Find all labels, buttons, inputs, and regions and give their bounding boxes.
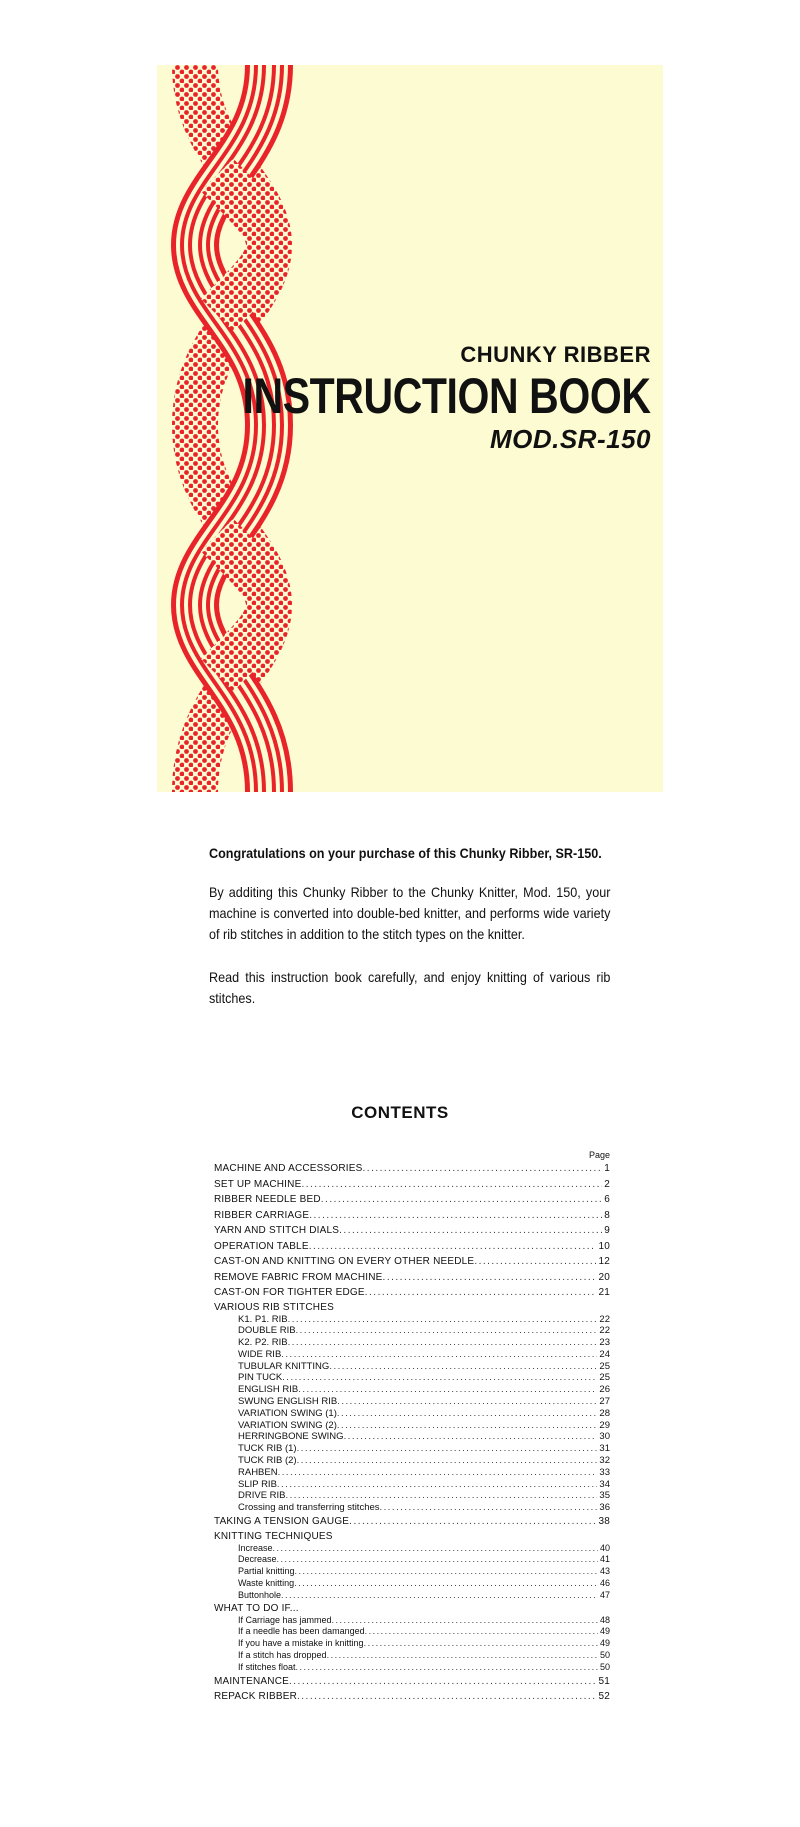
toc-entry-page: 33 xyxy=(599,1466,610,1478)
toc-entry-label: If stitches float xyxy=(238,1661,296,1672)
cable-band-dotted-a-over-2 xyxy=(217,535,269,675)
toc-dot-leader xyxy=(329,1361,597,1373)
toc-entry xyxy=(214,1270,610,1286)
toc-entry-label: SET UP MACHINE xyxy=(214,1178,302,1190)
toc-entry-label: VARIATION SWING (1) xyxy=(238,1407,337,1419)
toc-dot-leader xyxy=(332,1615,598,1627)
cover-model-number: MOD.SR-150 xyxy=(489,424,651,454)
toc-entry xyxy=(214,1372,610,1384)
toc-entry-label: TUCK RIB (2) xyxy=(238,1455,297,1467)
toc-entry-page: 30 xyxy=(599,1431,610,1443)
toc-dot-leader xyxy=(277,1554,598,1566)
toc-entry-page: 38 xyxy=(598,1516,610,1528)
toc-rib-items xyxy=(214,1314,610,1515)
toc-dot-leader xyxy=(337,1408,598,1420)
toc-entry-page: 9 xyxy=(604,1225,610,1236)
toc-entry-label: TAKING A TENSION GAUGE xyxy=(214,1516,350,1528)
toc-dot-leader xyxy=(301,1177,602,1193)
toc-entry-label: If you have a mistake in knitting xyxy=(238,1638,364,1649)
toc-entry-page: 10 xyxy=(598,1240,610,1252)
toc-entry xyxy=(214,1325,610,1337)
toc-dot-leader xyxy=(281,1349,597,1361)
toc-entry-page: 6 xyxy=(604,1194,610,1205)
toc-dot-leader xyxy=(365,1626,598,1638)
toc-entry xyxy=(214,1208,610,1224)
toc-entry-label: TUCK RIB (1) xyxy=(238,1443,297,1455)
toc-entry-page: 49 xyxy=(599,1638,610,1649)
toc-entry-label: WIDE RIB xyxy=(238,1348,282,1360)
toc-dot-leader xyxy=(295,1566,598,1578)
toc-entry-label: Increase xyxy=(238,1542,273,1553)
toc-entry-page: 46 xyxy=(599,1577,610,1588)
toc-entry-page: 43 xyxy=(599,1566,610,1577)
toc-entry-page: 27 xyxy=(599,1396,610,1408)
toc-dot-leader xyxy=(364,1638,598,1650)
toc-entry-label: MAINTENANCE xyxy=(214,1675,289,1687)
toc-entry xyxy=(214,1396,610,1408)
toc-dot-leader xyxy=(363,1161,603,1177)
toc-entry-label: DOUBLE RIB xyxy=(238,1325,296,1337)
toc-section-header-rib: VARIOUS RIB STITCHES xyxy=(214,1301,334,1313)
toc-entry-label: CAST-ON FOR TIGHTER EDGE xyxy=(214,1287,365,1298)
intro-congratulations: Congratulations on your purchase of this Chunky Ribber, SR-150. xyxy=(209,845,602,861)
toc-entry xyxy=(214,1615,610,1627)
toc-entry xyxy=(214,1662,610,1674)
toc-entry-page: 12 xyxy=(598,1256,610,1267)
toc-entry xyxy=(214,1455,610,1467)
toc-dot-leader xyxy=(288,1314,598,1326)
toc-entry xyxy=(214,1420,610,1432)
toc-dot-leader xyxy=(365,1285,597,1301)
toc-entry-label: HERRINGBONE SWING xyxy=(238,1431,344,1443)
toc-entry xyxy=(214,1314,610,1326)
toc-entry-label: REMOVE FABRIC FROM MACHINE xyxy=(214,1271,383,1283)
toc-dot-leader xyxy=(296,1325,598,1337)
toc-entry-page: 49 xyxy=(599,1626,610,1637)
toc-entry xyxy=(214,1479,610,1491)
toc-entry-page: 50 xyxy=(599,1661,610,1672)
toc-entry-label: YARN AND STITCH DIALS xyxy=(214,1225,340,1236)
toc-entry xyxy=(214,1502,610,1514)
toc-entry xyxy=(214,1490,610,1502)
toc-entry-page: 20 xyxy=(598,1271,610,1283)
toc-entry-label: If Carriage has jammed xyxy=(238,1614,332,1625)
toc-dot-leader xyxy=(281,1590,598,1602)
toc-end-items xyxy=(214,1674,610,1705)
toc-tension-item xyxy=(214,1514,610,1530)
toc-entry-label: OPERATION TABLE xyxy=(214,1240,309,1252)
toc-dot-leader xyxy=(278,1467,598,1479)
toc-entry-label: RIBBER CARRIAGE xyxy=(214,1209,310,1221)
toc-entry xyxy=(214,1285,610,1301)
toc-dot-leader xyxy=(282,1372,597,1384)
toc-entry xyxy=(214,1223,610,1239)
toc-dot-leader xyxy=(289,1674,596,1690)
toc-entry-page: 8 xyxy=(604,1209,610,1221)
toc-entry-page: 24 xyxy=(599,1348,610,1360)
toc-entry xyxy=(214,1349,610,1361)
toc-dot-leader xyxy=(474,1254,596,1270)
toc-dot-leader xyxy=(339,1223,602,1239)
toc-entry-label: If a needle has been damanged xyxy=(238,1626,365,1637)
toc-entry-label: SLIP RIB xyxy=(238,1478,277,1490)
toc-dot-leader xyxy=(288,1337,598,1349)
toc-entry xyxy=(214,1337,610,1349)
toc-dot-leader xyxy=(277,1479,598,1491)
toc-dot-leader xyxy=(321,1192,602,1208)
toc-entry-label: DRIVE RIB xyxy=(238,1490,286,1502)
toc-dot-leader xyxy=(296,1662,598,1674)
toc-entry-page: 2 xyxy=(604,1178,610,1190)
toc-entry-page: 25 xyxy=(599,1372,610,1384)
toc-entry-page: 1 xyxy=(604,1163,610,1174)
toc-entry xyxy=(214,1543,610,1555)
toc-section-header-techniques: KNITTING TECHNIQUES xyxy=(214,1530,333,1542)
toc-dot-leader xyxy=(349,1514,596,1530)
toc-entry-page: 31 xyxy=(599,1443,610,1455)
toc-entry xyxy=(214,1161,610,1177)
toc-entry xyxy=(214,1192,610,1208)
toc-entry-label: Waste knitting xyxy=(238,1577,295,1588)
toc-entry-page: 32 xyxy=(599,1455,610,1467)
toc-dot-leader xyxy=(337,1396,597,1408)
cover-product-name: CHUNKY RIBBER xyxy=(460,342,651,367)
toc-entry-page: 22 xyxy=(599,1325,610,1337)
toc-entry xyxy=(214,1408,610,1420)
toc-dot-leader xyxy=(297,1455,598,1467)
toc-entry xyxy=(214,1254,610,1270)
toc-entry-label: PIN TUCK xyxy=(238,1372,283,1384)
toc-entry-label: RIBBER NEEDLE BED xyxy=(214,1194,321,1205)
toc-entry-page: 36 xyxy=(599,1502,610,1514)
toc-entry xyxy=(214,1443,610,1455)
toc-dot-leader xyxy=(309,1239,597,1255)
toc-dot-leader xyxy=(298,1384,597,1396)
toc-dot-leader xyxy=(273,1543,598,1555)
toc-entry xyxy=(214,1638,610,1650)
intro-section xyxy=(209,843,611,1022)
toc-entry-page: 23 xyxy=(599,1337,610,1349)
toc-entry-page: 26 xyxy=(599,1384,610,1396)
toc-entry-label: MACHINE AND ACCESSORIES xyxy=(214,1163,363,1174)
cover-panel xyxy=(157,65,663,792)
contents-heading: CONTENTS xyxy=(351,1103,449,1122)
toc-entry-label: Crossing and transferring stitches xyxy=(238,1502,380,1514)
cable-band-dotted-a-over xyxy=(217,175,269,315)
intro-description: By additing this Chunky Ribber to the Chunky Knitter, Mod. 150, your machine is converted into double-bed knitter, and performs wide variety of rib stitches in addition to the stitch types on the knitter. xyxy=(209,884,611,942)
toc-entry-page: 35 xyxy=(599,1490,610,1502)
toc-dot-leader xyxy=(297,1443,598,1455)
toc-dot-leader xyxy=(344,1431,598,1443)
toc-entry-page: 50 xyxy=(599,1649,610,1660)
toc-entry-label: VARIATION SWING (2) xyxy=(238,1419,337,1431)
toc-entry xyxy=(214,1626,610,1638)
toc-entry-label: SWUNG ENGLISH RIB xyxy=(238,1396,338,1408)
toc-entry-label: K1. P1. RIB xyxy=(238,1313,288,1325)
toc-entry xyxy=(214,1590,610,1602)
toc-entry-page: 48 xyxy=(599,1614,610,1625)
toc-entry-page: 28 xyxy=(599,1407,610,1419)
toc-dot-leader xyxy=(297,1689,596,1705)
toc-dot-leader xyxy=(383,1270,597,1286)
toc-dot-leader xyxy=(327,1650,598,1662)
cover-book-title: INSTRUCTION BOOK xyxy=(243,368,651,424)
toc-entry-page: 34 xyxy=(599,1478,610,1490)
toc-entry-label: Decrease xyxy=(238,1554,277,1565)
toc-technique-items xyxy=(214,1543,610,1602)
toc-entry xyxy=(214,1554,610,1566)
toc-entry xyxy=(214,1689,610,1705)
toc-page-column-label: Page xyxy=(588,1150,610,1160)
intro-instruction: Read this instruction book carefully, and enjoy knitting of various rib stitches. xyxy=(209,969,611,1006)
toc-entry-page: 51 xyxy=(598,1675,610,1687)
toc-entry xyxy=(214,1566,610,1578)
toc-dot-leader xyxy=(380,1502,598,1514)
toc-entry xyxy=(214,1239,610,1255)
toc-entry xyxy=(214,1431,610,1443)
table-of-contents xyxy=(214,1150,610,1705)
toc-main-items xyxy=(214,1161,610,1301)
toc-what-items xyxy=(214,1615,610,1674)
toc-entry-page: 52 xyxy=(598,1691,610,1703)
toc-entry xyxy=(214,1467,610,1479)
toc-dot-leader xyxy=(309,1208,602,1224)
toc-dot-leader xyxy=(294,1578,598,1590)
cover-title-block xyxy=(157,342,651,454)
toc-section-header-what-to-do: WHAT TO DO IF... xyxy=(214,1602,299,1614)
toc-entry xyxy=(214,1514,610,1530)
toc-entry-page: 25 xyxy=(599,1360,610,1372)
toc-entry-page: 41 xyxy=(599,1554,610,1565)
toc-entry-page: 21 xyxy=(598,1287,610,1298)
toc-entry-page: 40 xyxy=(599,1542,610,1553)
toc-entry xyxy=(214,1361,610,1373)
toc-entry xyxy=(214,1384,610,1396)
toc-entry-label: CAST-ON AND KNITTING ON EVERY OTHER NEEDLE xyxy=(214,1256,475,1267)
toc-entry-label: RAHBEN xyxy=(238,1466,278,1478)
toc-entry-label: K2. P2. RIB xyxy=(238,1337,288,1349)
toc-entry xyxy=(214,1674,610,1690)
toc-entry-page: 22 xyxy=(599,1313,610,1325)
toc-entry-label: If a stitch has dropped xyxy=(238,1649,327,1660)
toc-entry-label: ENGLISH RIB xyxy=(238,1384,299,1396)
toc-dot-leader xyxy=(337,1420,598,1432)
toc-entry xyxy=(214,1578,610,1590)
toc-entry-label: Partial knitting xyxy=(238,1566,295,1577)
toc-entry xyxy=(214,1177,610,1193)
toc-entry-page: 29 xyxy=(599,1419,610,1431)
toc-entry xyxy=(214,1650,610,1662)
toc-entry-label: Buttonhole xyxy=(238,1589,282,1600)
toc-dot-leader xyxy=(286,1490,598,1502)
toc-entry-label: REPACK RIBBER xyxy=(214,1691,297,1703)
toc-entry-label: TUBULAR KNITTING xyxy=(238,1360,330,1372)
toc-entry-page: 47 xyxy=(599,1589,610,1600)
